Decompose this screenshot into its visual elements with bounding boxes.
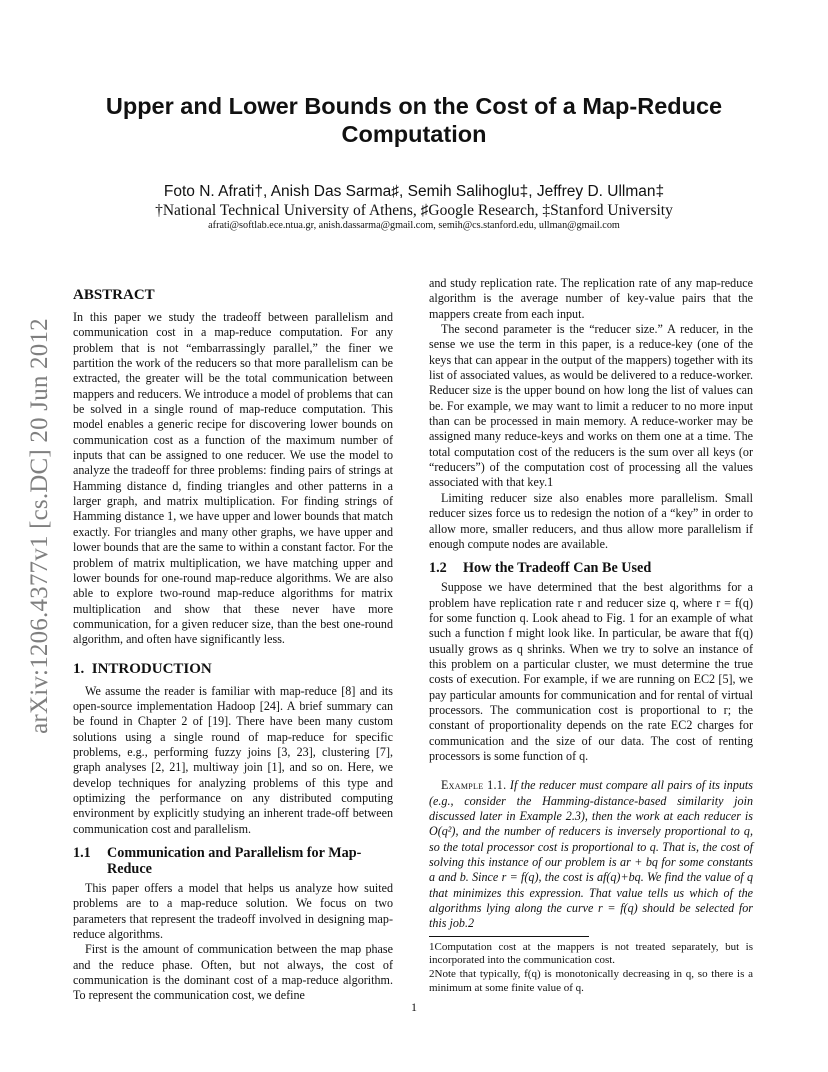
author-list: Foto N. Afrati†, Anish Das Sarma♯, Semih Salihoglu‡, Jeffrey D. Ullman‡ xyxy=(163,183,665,200)
section-1-2-title: How the Tradeoff Can Be Used xyxy=(463,560,652,577)
intro-heading-text: INTRODUCTION xyxy=(91,660,212,677)
section-1-1-paragraph-1: This paper offers a model that helps us analyze how suited problems are to a map-reduce solution. We focus on two parameters that represent the tradeoff involved in designing map-reduce algorithms. xyxy=(73,881,393,942)
right-column xyxy=(429,276,753,995)
abstract-text: In this paper we study the tradeoff between parallelism and communication cost in a map-reduce computation. For any problem that is not “embarrassingly parallel,” the finer we partition the work of the reducers so that more parallelism can be extracted, the greater will be the total communication between mappers and reducers. We introduce a model of problems that can be solved in a single round of map-reduce computation. This model enables a generic recipe for discovering lower bounds on communication cost as a function of the maximum number of inputs that can be assigned to one reducer. We use the model to analyze the tradeoff for three problems: finding pairs of strings at Hamming distance d, finding triangles and other patterns in a larger graph, and matrix multiplication. For finding strings of Hamming distance 1, we have upper and lower bounds that match exactly. For triangles and many other graphs, we have upper and lower bounds that are the same to within a constant factor. For the problem of matrix multiplication, we have matching upper and lower bounds for one-round map-reduce algorithms. We are also able to explore two-round map-reduce algorithms for matrix multiplication and show that these never have more communication, for a given reducer size, than the best one-round algorithm, and often have significantly less. xyxy=(73,310,393,647)
intro-heading xyxy=(73,660,393,678)
right-paragraph-0: and study replication rate. The replication rate of any map-reduce algorithm is the average number of key-value pairs that the mappers create from each input. xyxy=(429,276,753,321)
example-label: Example 1.1. xyxy=(441,778,507,793)
right-paragraph-1: The second parameter is the “reducer size.” A reducer, in the sense we use the term in this paper, is a reduce-key (one of the keys that can appear in the output of the mappers) together with its list of associated values, as would be delivered to a reduce-worker. Reducer size is the upper bound on how long the list of values can be. For example, we may want to limit a reducer to no more input than can be processed in main memory. A reduce-worker may be assigned many reduce-keys and works on them one at a time. The total computation cost of the reducers is the sum over all keys (or “reducers”) of the computation cost of processing all the values associated with that key.1 xyxy=(429,322,753,490)
footnote-rule xyxy=(429,936,589,937)
example-text: If the reducer must compare all pairs of its inputs (e.g., consider the Hamming-distance-based similarity join discussed later in Example 2.3), then the work at each reducer is O(q²), and the number of reducers is inversely proportional to q, so the total processor cost is proportional to q. That is, the cost of solving this instance of our problem is ar + bq for some constants a and b. Since r = f(q), the cost is af(q)+bq. We find the value of q that minimizes this expression. That value tells us which of the algorithms lying along the curve r = f(q) should be selected for this job.2 xyxy=(429,778,753,931)
right-paragraph-2: Limiting reducer size also enables more parallelism. Small reducer sizes force us to redesign the notion of a “key” in order to allow more, smaller reducers, and thus allow more parallelism if enough compute nodes are available. xyxy=(429,490,753,551)
section-1-1-number: 1.1 xyxy=(73,845,91,861)
abstract-heading: ABSTRACT xyxy=(73,287,155,303)
intro-heading-number: 1. xyxy=(73,660,85,677)
section-1-2-heading xyxy=(429,560,753,576)
left-column xyxy=(73,276,393,1004)
author-emails: afrati@softlab.ece.ntua.gr, anish.dassarma@gmail.com, semih@cs.stanford.edu, ullman@gmail.com xyxy=(208,220,620,231)
section-1-1-heading xyxy=(73,845,393,877)
section-1-1-paragraph-2: First is the amount of communication between the map phase and the reduce phase. Often, but not always, the cost of communication is the dominant cost of a map-reduce algorithm. To represent the communication cost, we define xyxy=(73,942,393,1003)
arxiv-identifier: arXiv:1206.4377v1 [cs.DC] 20 Jun 2012 xyxy=(26,318,53,734)
paper-title: Upper and Lower Bounds on the Cost of a Map-Reduce Computation xyxy=(105,93,723,147)
affiliations: †National Technical University of Athens, ♯Google Research, ‡Stanford University xyxy=(155,202,673,219)
section-1-1-title: Communication and Parallelism for Map-Reduce xyxy=(107,845,362,877)
footnote-2: 2Note that typically, f(q) is monotonically decreasing in q, so there is a minimum at some finite value of q. xyxy=(429,967,753,994)
intro-paragraph: We assume the reader is familiar with map-reduce [8] and its open-source implementation Hadoop [24]. A brief summary can be found in Chapter 2 of [19]. There have been many custom solutions using a single round of map-reduce for specific problems, e.g., performing fuzzy joins [3, 23], clustering [7], graph analyses [2, 21], multiway join [1], and so on. Here, we develop techniques for analyzing problems of this type and optimizing the performance on any distributed computing environment by explicitly studying an inherent trade-off between communication cost and parallelism. xyxy=(73,683,393,836)
section-1-2-number: 1.2 xyxy=(429,560,447,577)
example-1-1 xyxy=(429,778,753,931)
page-number: 1 xyxy=(411,1000,417,1014)
footnote-1: 1Computation cost at the mappers is not treated separately, but is incorporated into the communication cost. xyxy=(429,940,753,967)
section-1-2-paragraph: Suppose we have determined that the best algorithms for a problem have replication rate r and reducer size q, where r = f(q) for some function q. Look ahead to Fig. 1 for an example of what such a function f might look like. In particular, be aware that f(q) usually grows as q shrinks. When we try to solve an instance of this problem on a particular cluster, we must determine the true costs of execution. For example, if we are running on EC2 [5], we pay particular amounts for communication and for rental of virtual processors. The communication cost is proportional to r; the constant of proportionality depends on the rate EC2 charges for communication and the size of our data. The cost of renting processors is some function of q. xyxy=(429,580,753,763)
